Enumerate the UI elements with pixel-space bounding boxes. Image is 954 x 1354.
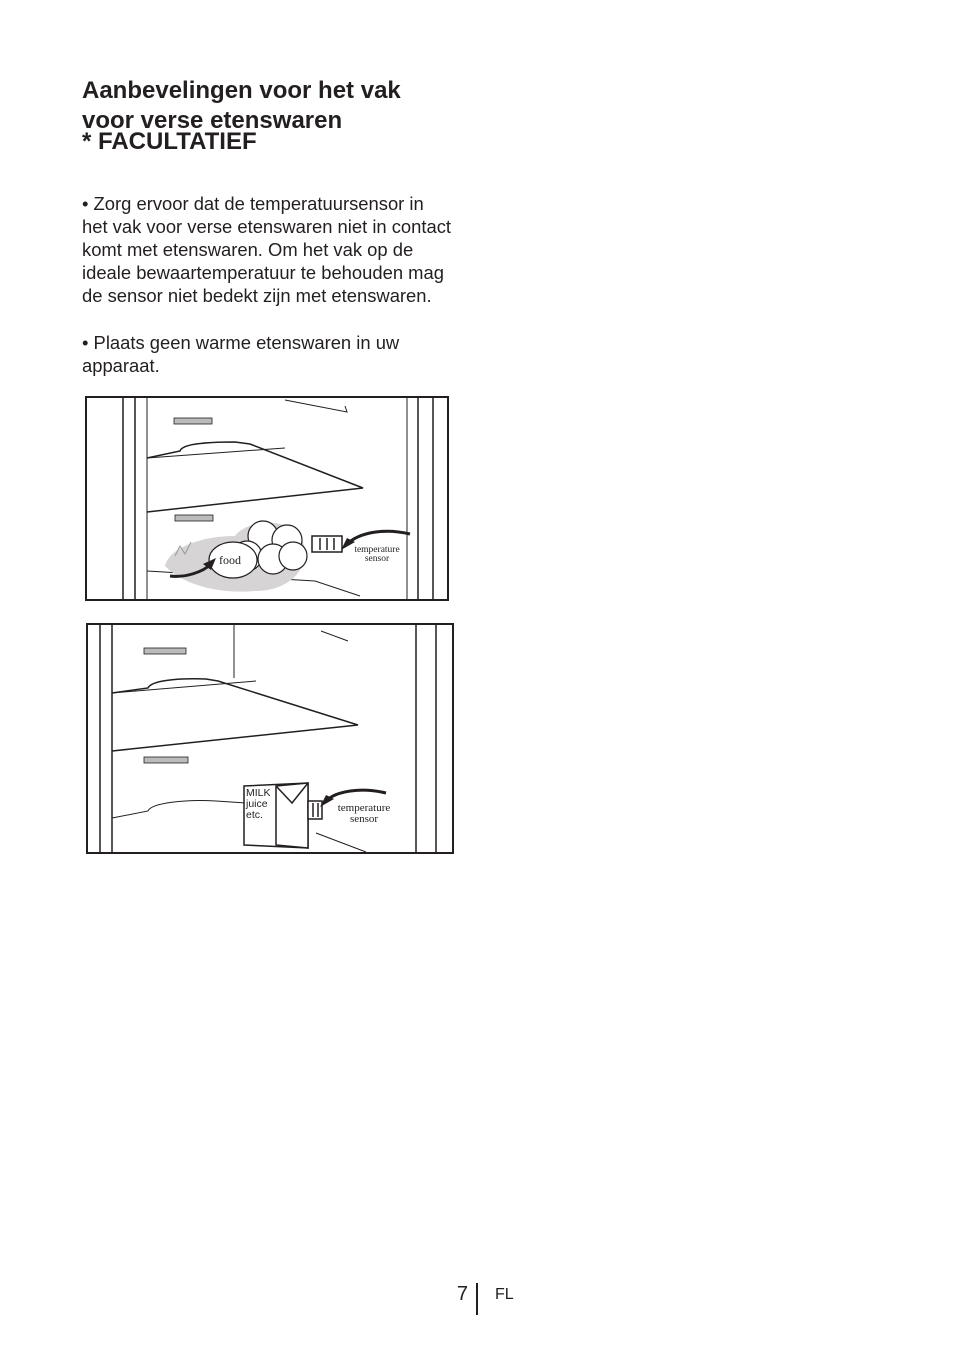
carton-label-juice: juice (246, 798, 268, 810)
fridge-illustration-2 (86, 623, 454, 854)
figure-food-touching-sensor (85, 396, 449, 601)
sensor-label-line-1: temperature (337, 802, 391, 814)
heading-optional-note: * FACULTATIEF (82, 128, 257, 155)
heading-line-1: Aanbevelingen voor het vak (82, 77, 401, 104)
language-code: FL (495, 1286, 514, 1303)
footer-divider (476, 1283, 478, 1315)
food-label: food (219, 553, 241, 567)
instruction-warm-food: • Plaats geen warme etenswaren in uw apparaat. (82, 332, 400, 376)
section-heading (82, 76, 462, 154)
sensor-label-line-2: sensor (349, 813, 379, 825)
fridge-illustration-1 (85, 396, 449, 601)
heading-line-2: voor verse etenswaren (82, 107, 343, 134)
carton-label-etc: etc. (246, 809, 263, 821)
instruction-sensor: • Zorg ervoor dat de temperatuursensor in het vak voor verse etenswaren niet in contact komt met etenswaren. Om het vak op de ideale bewaartemperatuur te behouden mag de sensor niet bedekt zijn met etenswaren. (82, 193, 452, 306)
page-number: 7 (456, 1283, 468, 1305)
carton-label-milk: MILK (246, 787, 271, 799)
sensor-label-line-1: temperature (354, 545, 400, 555)
sensor-label-line-2: sensor (364, 554, 390, 564)
figure-carton-touching-sensor (86, 623, 454, 854)
